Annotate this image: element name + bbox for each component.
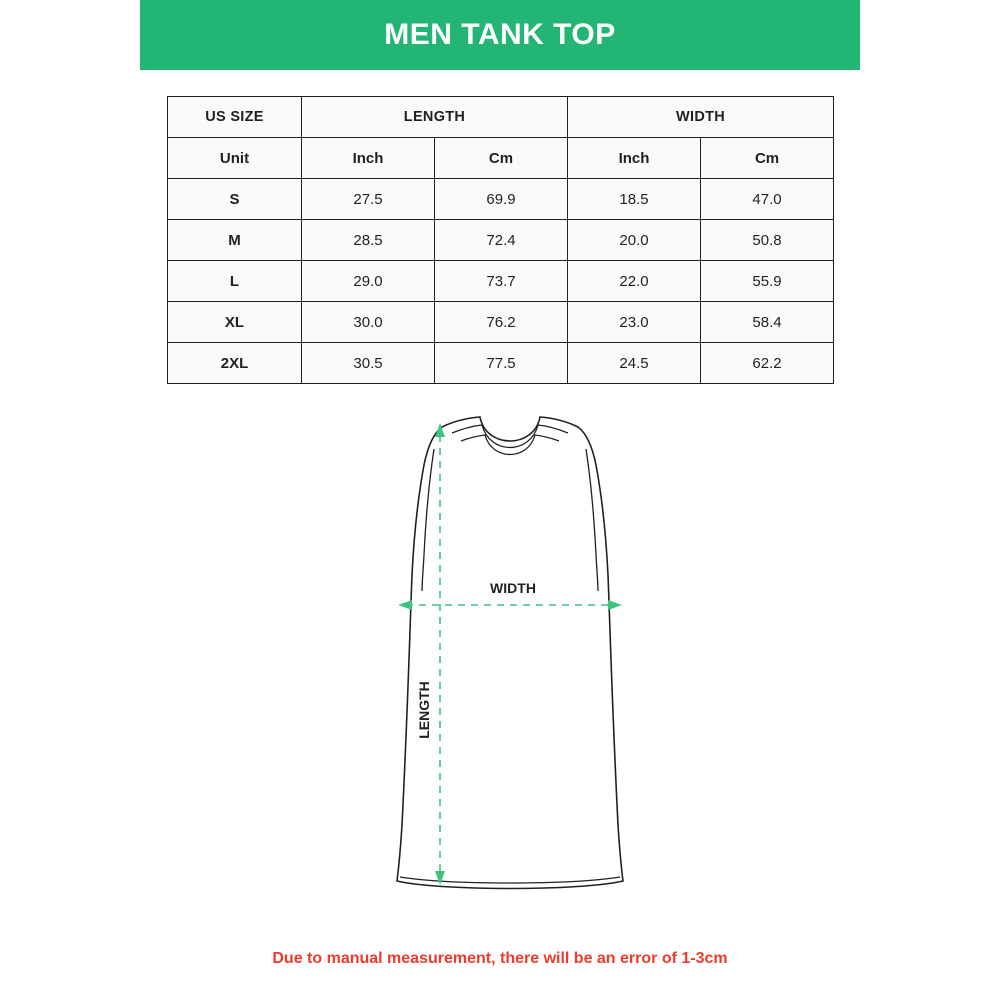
- width-label: WIDTH: [490, 580, 536, 596]
- table-row: [168, 261, 834, 302]
- cell-width-cm: 58.4: [701, 302, 834, 343]
- header-banner: [140, 0, 860, 70]
- table-row: [168, 302, 834, 343]
- cell-length-cm: 77.5: [435, 343, 568, 384]
- cell-size: 2XL: [168, 343, 302, 384]
- page-title: MEN TANK TOP: [384, 18, 616, 51]
- cell-width-inch: 24.5: [568, 343, 701, 384]
- cell-length-inch: 28.5: [302, 220, 435, 261]
- table-group-header-row: [168, 97, 834, 138]
- cell-size: L: [168, 261, 302, 302]
- cell-size: M: [168, 220, 302, 261]
- size-chart-table-wrapper: [167, 96, 834, 384]
- tank-top-outline: [397, 417, 623, 889]
- cell-width-cm: 50.8: [701, 220, 834, 261]
- unit-cell-label: Unit: [168, 138, 302, 179]
- cell-length-cm: 76.2: [435, 302, 568, 343]
- unit-cell-length-cm: Cm: [435, 138, 568, 179]
- cell-size: XL: [168, 302, 302, 343]
- measurement-disclaimer: Due to manual measurement, there will be an error of 1-3cm: [272, 950, 728, 967]
- table-row: [168, 220, 834, 261]
- cell-width-cm: 62.2: [701, 343, 834, 384]
- cell-size: S: [168, 179, 302, 220]
- size-chart-table: [167, 96, 834, 384]
- cell-width-inch: 18.5: [568, 179, 701, 220]
- table-row: [168, 179, 834, 220]
- table-unit-row: [168, 138, 834, 179]
- cell-length-inch: 29.0: [302, 261, 435, 302]
- cell-width-cm: 55.9: [701, 261, 834, 302]
- cell-length-cm: 69.9: [435, 179, 568, 220]
- cell-length-cm: 73.7: [435, 261, 568, 302]
- length-label: LENGTH: [416, 681, 432, 739]
- unit-cell-width-cm: Cm: [701, 138, 834, 179]
- cell-width-inch: 22.0: [568, 261, 701, 302]
- unit-cell-width-inch: Inch: [568, 138, 701, 179]
- cell-length-inch: 27.5: [302, 179, 435, 220]
- column-header-us-size: US SIZE: [168, 97, 302, 138]
- cell-width-cm: 47.0: [701, 179, 834, 220]
- column-header-length: LENGTH: [302, 97, 568, 138]
- cell-length-cm: 72.4: [435, 220, 568, 261]
- cell-length-inch: 30.0: [302, 302, 435, 343]
- cell-width-inch: 20.0: [568, 220, 701, 261]
- unit-cell-length-inch: Inch: [302, 138, 435, 179]
- garment-illustration: [330, 405, 690, 905]
- cell-length-inch: 30.5: [302, 343, 435, 384]
- column-header-width: WIDTH: [568, 97, 834, 138]
- table-row: [168, 343, 834, 384]
- cell-width-inch: 23.0: [568, 302, 701, 343]
